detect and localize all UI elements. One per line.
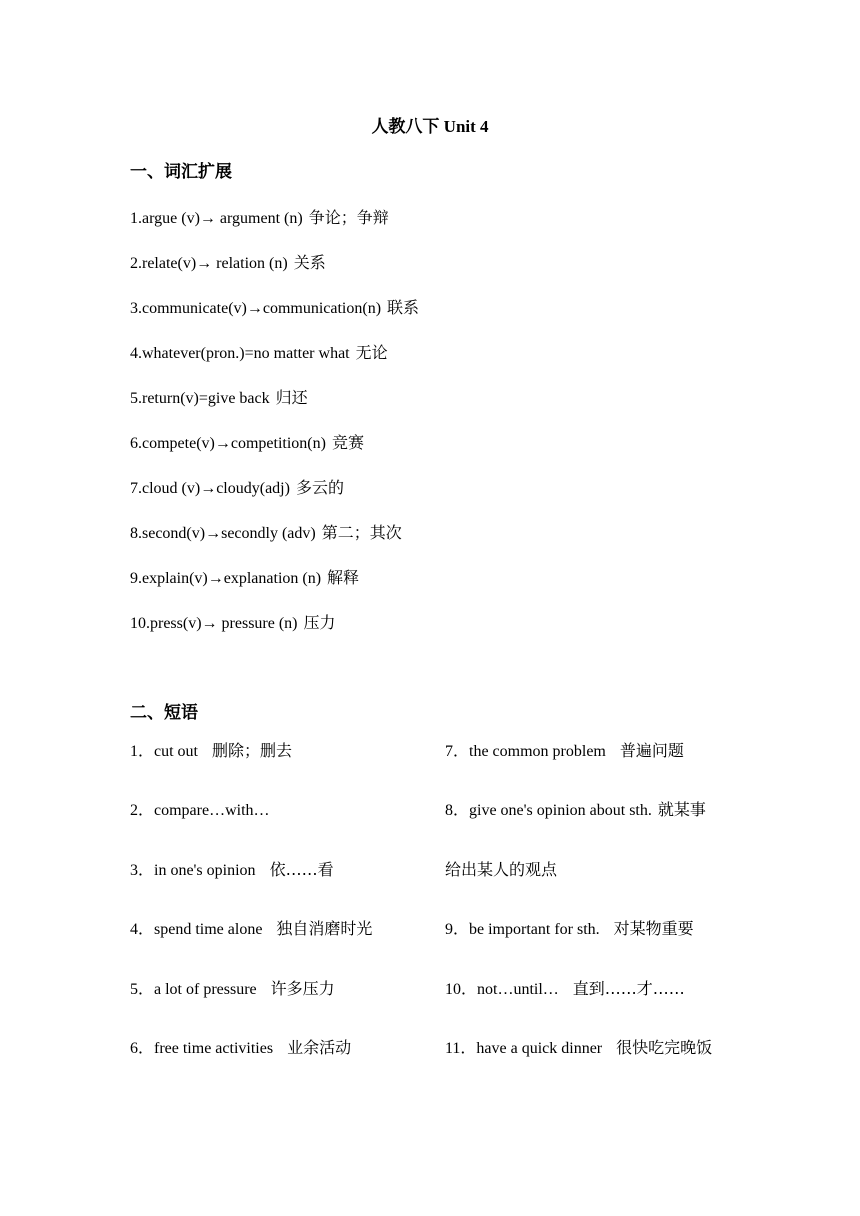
phrase-english: 8．give one's opinion about sth. <box>445 802 652 819</box>
phrase-item <box>445 977 685 1002</box>
page-title: 人教八下 Unit 4 <box>371 117 489 136</box>
phrase-english: 6．free time activities <box>130 1040 274 1057</box>
phrase-english: 2．compare…with… <box>130 802 270 819</box>
phrase-chinese: 许多压力 <box>270 979 335 998</box>
phrase-item <box>130 798 284 823</box>
phrase-item-continued <box>445 858 557 883</box>
phrase-chinese: 对某物重要 <box>613 919 694 938</box>
vocab-english: 2.relate(v)→ relation (n) <box>130 255 288 272</box>
vocab-item <box>130 611 336 636</box>
vocab-chinese: 压力 <box>303 613 336 632</box>
phrase-english: 10．not…until… <box>445 981 559 998</box>
vocab-item <box>130 341 388 366</box>
vocab-item <box>130 476 344 501</box>
phrase-item <box>445 739 684 764</box>
vocab-item <box>130 431 364 456</box>
vocab-english: 10.press(v)→ pressure (n) <box>130 615 298 632</box>
phrase-chinese: 很快吃完晚饭 <box>616 1038 713 1057</box>
vocab-english: 4.whatever(pron.)=no matter what <box>130 345 350 362</box>
phrase-item <box>130 1036 351 1061</box>
vocab-chinese: 竞赛 <box>331 433 364 452</box>
phrase-chinese: 独自消磨时光 <box>276 919 373 938</box>
vocab-item <box>130 296 419 321</box>
phrase-english: 3．in one's opinion <box>130 862 256 879</box>
phrase-item <box>445 798 706 823</box>
vocab-chinese: 多云的 <box>295 478 344 497</box>
phrase-english: 11．have a quick dinner <box>445 1040 603 1057</box>
section-heading-phrases: 二、短语 <box>130 703 198 723</box>
phrase-chinese: 普遍问题 <box>619 741 684 760</box>
vocab-chinese: 争论；争辩 <box>308 208 389 227</box>
vocab-item <box>130 251 326 276</box>
vocab-item <box>130 566 359 591</box>
vocab-english: 9.explain(v)→explanation (n) <box>130 570 322 587</box>
vocab-english: 7.cloud (v)→cloudy(adj) <box>130 480 290 497</box>
vocab-english: 6.compete(v)→competition(n) <box>130 435 326 452</box>
vocab-chinese: 无论 <box>355 343 388 362</box>
vocab-chinese: 第二；其次 <box>321 523 402 542</box>
phrase-chinese: 给出某人的观点 <box>445 860 558 879</box>
phrase-item <box>130 917 372 942</box>
phrase-english: 7．the common problem <box>445 743 606 760</box>
vocab-english: 3.communicate(v)→communication(n) <box>130 300 382 317</box>
section-heading-vocabulary: 一、词汇扩展 <box>130 162 232 182</box>
phrase-english: 4．spend time alone <box>130 921 263 938</box>
phrase-item <box>130 977 335 1002</box>
vocab-item <box>130 386 308 411</box>
vocab-chinese: 联系 <box>387 298 420 317</box>
phrase-chinese: 就某事 <box>657 800 706 819</box>
vocab-chinese: 关系 <box>293 253 326 272</box>
phrase-chinese: 直到……才…… <box>572 979 685 998</box>
vocab-chinese: 归还 <box>275 388 308 407</box>
phrase-chinese: 删除；删去 <box>212 741 293 760</box>
vocab-english: 5.return(v)=give back <box>130 390 270 407</box>
vocab-english: 1.argue (v)→ argument (n) <box>130 210 303 227</box>
vocab-item <box>130 521 402 546</box>
phrase-english: 9．be important for sth. <box>445 921 600 938</box>
phrase-item <box>130 739 292 764</box>
phrase-chinese: 业余活动 <box>287 1038 352 1057</box>
phrase-item <box>445 917 694 942</box>
phrase-item <box>445 1036 712 1061</box>
phrase-english: 5．a lot of pressure <box>130 981 257 998</box>
vocab-english: 8.second(v)→secondly (adv) <box>130 525 316 542</box>
phrase-item <box>130 858 334 883</box>
phrase-english: 1．cut out <box>130 743 198 760</box>
phrase-chinese: 依……看 <box>269 860 334 879</box>
vocab-chinese: 解释 <box>327 568 360 587</box>
vocab-item <box>130 206 389 231</box>
